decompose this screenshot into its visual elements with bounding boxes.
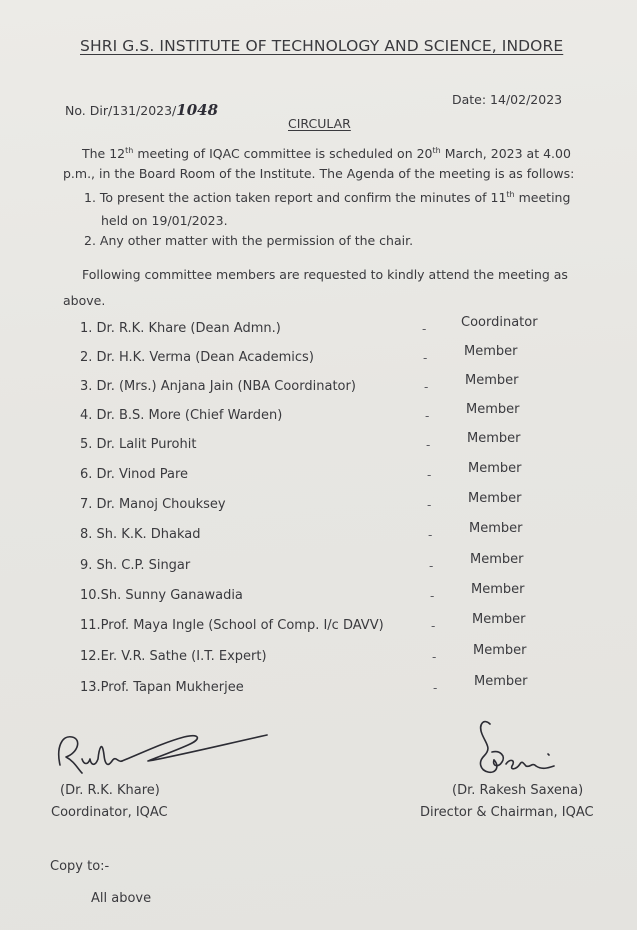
member-name: 8. Sh. K.K. Dhakad: [80, 527, 201, 542]
reference-handwritten-number: 1048: [176, 101, 219, 119]
reference-number: [65, 102, 218, 119]
member-role: Member: [473, 643, 527, 658]
member-dash: -: [424, 380, 429, 394]
member-role: Member: [470, 552, 524, 567]
left-signatory-title: Coordinator, IQAC: [51, 805, 168, 820]
request-line-1: Following committee members are requested to kindly attend the meeting as: [82, 267, 568, 282]
intro-text-a: The 12: [82, 146, 126, 161]
copy-to-label: Copy to:-: [50, 859, 110, 874]
member-name: 6. Dr. Vinod Pare: [80, 467, 189, 482]
member-role: Member: [468, 461, 522, 476]
member-dash: -: [425, 409, 430, 423]
member-dash: -: [427, 468, 432, 482]
agenda-item-2: 2. Any other matter with the permission of the chair.: [84, 233, 414, 248]
intro-line-2: p.m., in the Board Room of the Institute. The Agenda of the meeting is as follows:: [63, 166, 575, 181]
khare-signature: [52, 725, 272, 785]
member-role: Member: [466, 402, 520, 417]
right-signatory-name: (Dr. Rakesh Saxena): [452, 783, 584, 798]
member-role: Coordinator: [461, 315, 538, 330]
member-dash: -: [433, 681, 438, 695]
member-dash: -: [430, 589, 435, 603]
member-role: Member: [468, 491, 522, 506]
circular-date: Date: 14/02/2023: [452, 92, 563, 107]
member-dash: -: [431, 619, 436, 633]
member-dash: -: [426, 438, 431, 452]
member-name: 1. Dr. R.K. Khare (Dean Admn.): [80, 321, 281, 336]
member-name: 10.Sh. Sunny Ganawadia: [80, 588, 243, 603]
member-dash: -: [429, 559, 434, 573]
member-dash: -: [422, 322, 427, 336]
intro-sup-1: th: [125, 146, 134, 155]
member-name: 12.Er. V.R. Sathe (I.T. Expert): [80, 649, 267, 664]
intro-sup-2: th: [432, 146, 441, 155]
saxena-signature: [462, 712, 572, 792]
agenda-item-1-text: 1. To present the action taken report and confirm the minutes of 11: [84, 190, 507, 205]
institute-title: SHRI G.S. INSTITUTE OF TECHNOLOGY AND SCIENCE, INDORE: [80, 37, 564, 55]
right-signatory-title: Director & Chairman, IQAC: [420, 805, 594, 820]
member-name: 11.Prof. Maya Ingle (School of Comp. I/c DAVV): [80, 618, 384, 633]
member-name: 13.Prof. Tapan Mukherjee: [80, 680, 244, 695]
member-role: Member: [474, 674, 528, 689]
member-name: 7. Dr. Manoj Chouksey: [80, 497, 226, 512]
member-role: Member: [465, 373, 519, 388]
member-name: 3. Dr. (Mrs.) Anjana Jain (NBA Coordinator): [80, 379, 356, 394]
left-signatory-name: (Dr. R.K. Khare): [60, 783, 160, 798]
member-role: Member: [471, 582, 525, 597]
member-name: 9. Sh. C.P. Singar: [80, 558, 191, 573]
member-role: Member: [469, 521, 523, 536]
member-role: Member: [472, 612, 526, 627]
member-role: Member: [464, 344, 518, 359]
circular-heading: CIRCULAR: [288, 116, 351, 131]
intro-text-b: meeting of IQAC committee is scheduled on 20: [133, 146, 433, 161]
intro-text-c: March, 2023 at 4.00: [440, 146, 571, 161]
reference-prefix: No. Dir/131/2023/: [65, 103, 177, 118]
member-dash: -: [427, 498, 432, 512]
copy-to-recipients: All above: [91, 891, 152, 906]
agenda-item-1-tail: meeting: [514, 190, 571, 205]
agenda-item-1-sup: th: [506, 190, 515, 199]
member-name: 2. Dr. H.K. Verma (Dean Academics): [80, 350, 314, 365]
request-line-2: above.: [63, 293, 106, 308]
member-dash: -: [428, 528, 433, 542]
agenda-item-1: [84, 190, 570, 206]
member-dash: -: [423, 351, 428, 365]
member-dash: -: [432, 650, 437, 664]
member-name: 4. Dr. B.S. More (Chief Warden): [80, 408, 283, 423]
member-name: 5. Dr. Lalit Purohit: [80, 437, 197, 452]
agenda-item-1-continued: held on 19/01/2023.: [101, 213, 228, 228]
member-role: Member: [467, 431, 521, 446]
intro-line-1: [82, 146, 571, 162]
